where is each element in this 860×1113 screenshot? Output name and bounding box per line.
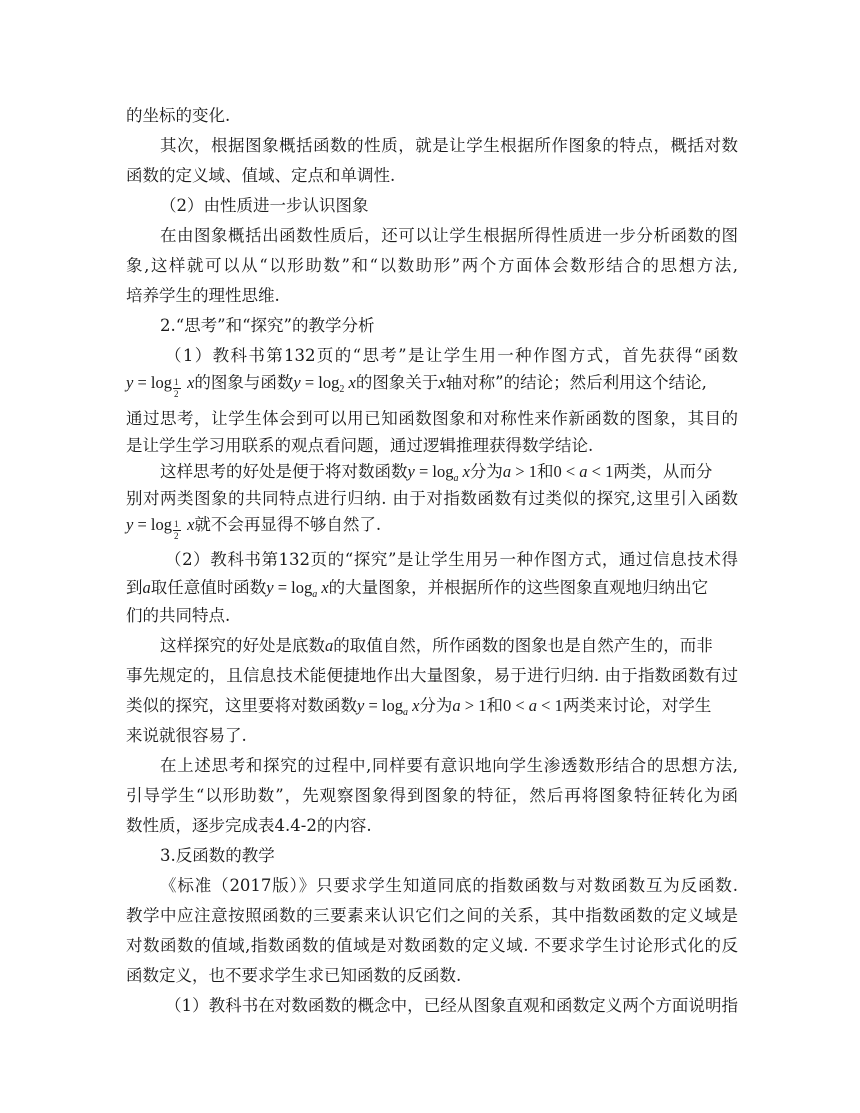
formula-line: 类似的探究，这里要将对数函数$y = \log_a x$分为a > 1和0 < a < 1两类来讨论，对学生 bbox=[126, 696, 712, 718]
text-line: 函数的定义域、值域、定点和单调性. bbox=[126, 166, 396, 185]
text-line: 教学中应注意按照函数的三要素来认识它们之间的关系，其中指数函数的定义域是 bbox=[126, 906, 738, 925]
fraction-subscript: $\frac{1}{2}$ bbox=[173, 523, 182, 533]
text-line: 来说就很容易了. bbox=[126, 726, 247, 745]
formula-line: 这样思考的好处是便于将对数函数$y = \log_a x$分为a > 1和0 < a < 1两类，从而分 bbox=[160, 462, 713, 484]
text-line: 象,这样就可以从“以形助数”和“以数助形”两个方面体会数形结合的思想方法, bbox=[126, 256, 738, 275]
formula-line: y = log $\frac{1}{2}$ x的图象与函数$y = \log_2 x$的图象关于x轴对称”的结论；然后利用这个结论, bbox=[126, 373, 707, 399]
text-line: 别对两类图象的共同特点进行归纳. 由于对指数函数有过类似的探究,这里引入函数 bbox=[126, 489, 738, 508]
text-line: 的坐标的变化. bbox=[126, 106, 231, 125]
text-line: 对数函数的值域,指数函数的值域是对数函数的定义域. 不要求学生讨论形式化的反 bbox=[126, 936, 738, 955]
text-line: 在由图象概括出函数性质后，还可以让学生根据所得性质进一步分析函数的图 bbox=[160, 226, 738, 245]
text-line: 函数定义，也不要求学生求已知函数的反函数. bbox=[126, 966, 462, 985]
text-line: 数性质，逐步完成表4.4-2的内容. bbox=[126, 816, 372, 835]
text-line: 培养学生的理性思维. bbox=[126, 286, 280, 305]
text-line: 引导学生“以形助数”，先观察图象得到图象的特征，然后再将图象特征转化为函 bbox=[126, 786, 738, 805]
text-line: 通过思考，让学生体会到可以用已知函数图象和对称性来作新函数的图象，其目的 bbox=[126, 409, 738, 428]
text-line: 在上述思考和探究的过程中,同样要有意识地向学生渗透数形结合的思想方法, bbox=[160, 756, 738, 775]
fraction-subscript: $\frac{1}{2}$ bbox=[173, 381, 182, 391]
text-line: （2）教科书第132页的“探究”是让学生用另一种作图方式，通过信息技术得 bbox=[165, 550, 738, 569]
section-heading: 3.反函数的教学 bbox=[160, 846, 275, 865]
text-line: （1）教科书第132页的“思考”是让学生用一种作图方式，首先获得“函数 bbox=[165, 346, 738, 365]
text-line: 《标准（2017版）》只要求学生知道同底的指数函数与对数函数互为反函数. bbox=[160, 876, 738, 895]
formula-line: 到a取任意值时函数$y = \log_a x$的大量图象，并根据所作的这些图象直观地归纳出它 bbox=[126, 578, 709, 600]
text-line: 其次，根据图象概括函数的性质，就是让学生根据所作图象的特点，概括对数 bbox=[160, 136, 738, 155]
subsection-heading: （2）由性质进一步认识图象 bbox=[160, 196, 369, 215]
text-line: 们的共同特点. bbox=[126, 606, 231, 625]
text-line: （1）教科书在对数函数的概念中，已经从图象直观和函数定义两个方面说明指 bbox=[165, 996, 738, 1015]
section-heading: 2.“思考”和“探究”的教学分析 bbox=[160, 316, 375, 335]
formula-line: 这样探究的好处是底数a的取值自然，所作函数的图象也是自然产生的，而非 bbox=[160, 636, 713, 655]
text-line: 是让学生学习用联系的观点看问题，通过逻辑推理获得数学结论. bbox=[126, 436, 594, 455]
text-line: 事先规定的，且信息技术能便捷地作出大量图象，易于进行归纳. 由于指数函数有过 bbox=[126, 666, 738, 685]
formula-line: y = log $\frac{1}{2}$ x就不会再显得不够自然了. bbox=[126, 515, 382, 541]
